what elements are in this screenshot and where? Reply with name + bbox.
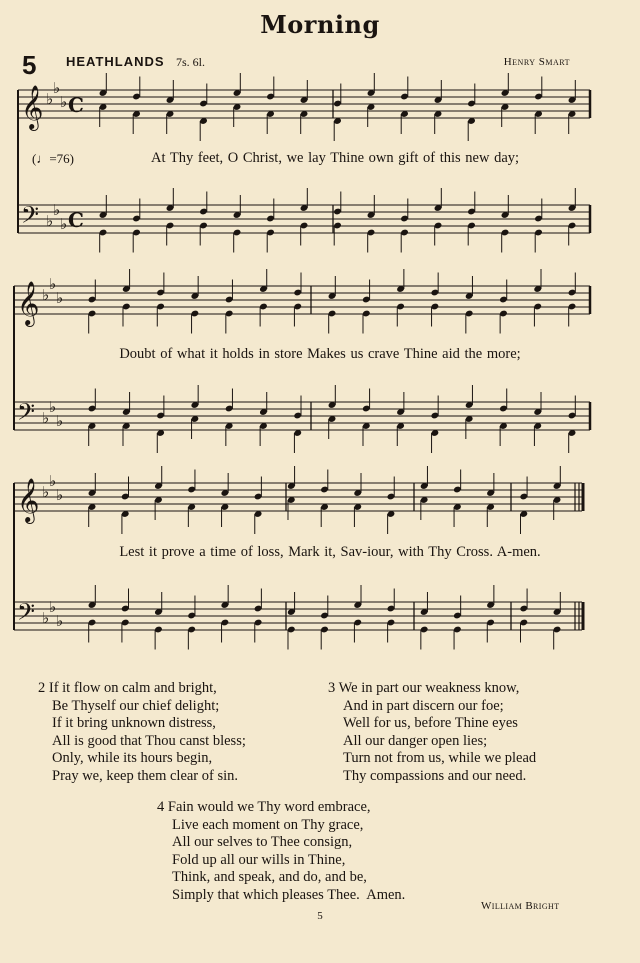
time-signature: C (68, 208, 84, 232)
bass-clef: 𝄢 (21, 201, 40, 234)
flat-sign: ♭ (56, 412, 64, 430)
flat-sign: ♭ (53, 201, 61, 219)
verse-number: 3 (328, 680, 336, 696)
flat-sign: ♭ (42, 286, 50, 304)
time-signature: C (68, 93, 84, 117)
flat-sign: ♭ (56, 486, 64, 504)
verse-line: If it bring unknown distress, (52, 715, 216, 731)
verse-line: Think, and speak, and do, and be, (172, 869, 367, 885)
page-title: Morning (260, 10, 380, 39)
verse-line: And in part discern our foe; (343, 697, 504, 714)
verse-number: 4 (157, 799, 165, 815)
flat-sign: ♭ (42, 609, 50, 627)
bass-clef: 𝄢 (17, 598, 36, 631)
flat-sign: ♭ (56, 612, 64, 630)
flat-sign: ♭ (42, 409, 50, 427)
flat-sign: ♭ (49, 472, 57, 490)
verse-line: Live each moment on Thy grace, (172, 816, 364, 833)
flat-sign: ♭ (42, 483, 50, 501)
verse-line: All is good that Thou canst bless; (52, 732, 246, 749)
flat-sign: ♭ (49, 598, 57, 616)
verse-line: Fain would we Thy word embrace, (167, 799, 371, 815)
verse-3 (328, 680, 536, 785)
flat-sign: ♭ (46, 90, 54, 108)
lyric-line-2: Doubt of what it holds in store Makes us crave Thine aid the more; (119, 346, 521, 362)
verse-line: Turn not from us, while we plead (343, 750, 537, 766)
verse-line: If it flow on calm and bright, (48, 680, 217, 696)
verse-line: All our danger open lies; (343, 732, 488, 749)
verse-4 (157, 799, 405, 904)
meter: 7s. 6l. (176, 55, 206, 69)
verse-line: Be Thyself our chief delight; (52, 697, 220, 714)
verse-2 (38, 680, 246, 785)
flat-sign: ♭ (49, 398, 57, 416)
flat-sign: ♭ (53, 79, 61, 97)
lyric-line-3: Lest it prove a time of loss, Mark it, Sav-iour, with Thy Cross. A-men. (119, 544, 541, 560)
flat-sign: ♭ (46, 212, 54, 230)
treble-clef: 𝄞 (17, 478, 40, 522)
verse-line: Fold up all our wills in Thine, (172, 851, 346, 868)
verse-line: We in part our weakness know, (338, 680, 520, 696)
lyric-line-1: At Thy feet, O Christ, we lay Thine own gift of this new day; (150, 150, 520, 166)
treble-clef: 𝄞 (21, 85, 44, 129)
verse-line: Simply that which pleases Thee. Amen. (172, 886, 406, 903)
composer: Henry Smart (503, 56, 570, 68)
flat-sign: ♭ (60, 215, 68, 233)
bass-clef: 𝄢 (17, 398, 36, 431)
flat-sign: ♭ (56, 289, 64, 307)
flat-sign: ♭ (60, 93, 68, 111)
treble-clef: 𝄞 (17, 281, 40, 325)
verse-line: All our selves to Thee consign, (172, 834, 353, 850)
verse-line: Well for us, before Thine eyes (343, 715, 518, 731)
author: William Bright (481, 900, 560, 912)
tempo-marking: (♩=76) (32, 151, 74, 166)
verse-number: 2 (38, 680, 46, 696)
tune-name: HEATHLANDS (66, 54, 165, 69)
hymn-number: 5 (22, 50, 37, 80)
verse-line: Only, while its hours begin, (52, 750, 213, 766)
flat-sign: ♭ (49, 275, 57, 293)
page-number: 5 (317, 910, 323, 922)
verse-line: Thy compassions and our need. (343, 767, 527, 784)
verse-line: Pray we, keep them clear of sin. (52, 767, 239, 784)
